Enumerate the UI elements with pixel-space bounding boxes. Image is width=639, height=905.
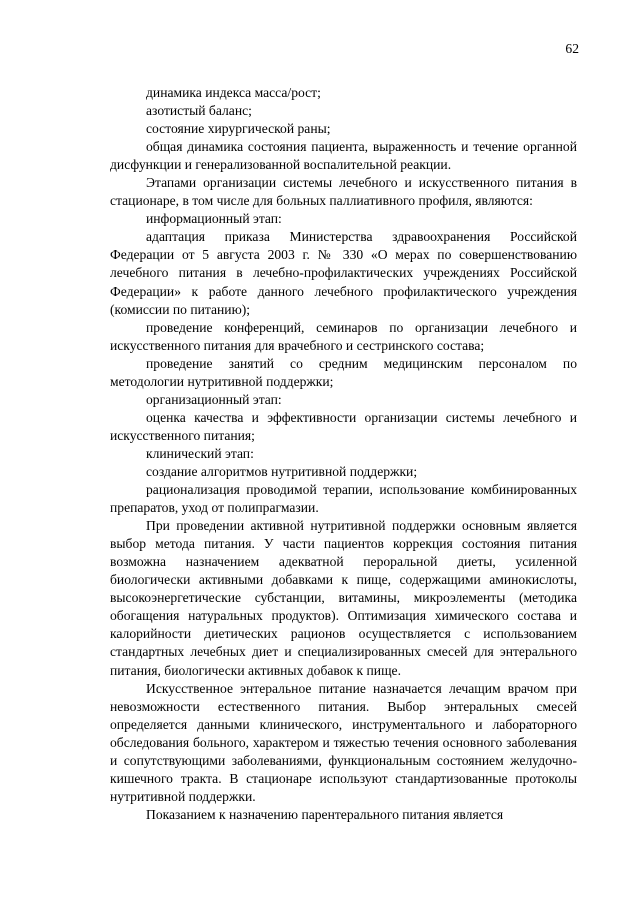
list-item: адаптация приказа Министерства здравоохранения Российской Федерации от 5 августа 2003 г. № 330 «О мерах по совершенствованию лечебного питания в лечебно-профилактических учреждениях Российской Федерации» к работе данного лечебного профилактического учреждения (комиссии по питанию);	[110, 229, 577, 317]
page-number: 62	[565, 41, 579, 56]
list-item: создание алгоритмов нутритивной поддержки;	[146, 463, 418, 479]
paragraph: Этапами организации системы лечебного и искусственного питания в стационаре, в том числе для больных паллиативного профиля, являются:	[110, 175, 577, 209]
list-item: оценка качества и эффективности организации системы лечебного и искусственного питания;	[110, 409, 577, 443]
list-item: состояние хирургической раны;	[146, 121, 331, 137]
document-body	[110, 84, 577, 824]
list-item: азотистый баланс;	[146, 103, 252, 119]
list-item: клинический этап:	[146, 445, 254, 461]
list-item: рационализация проводимой терапии, использование комбинированных препаратов, уход от полипрагмазии.	[110, 482, 577, 516]
paragraph: Показанием к назначению парентерального питания является	[146, 806, 504, 822]
list-item: общая динамика состояния пациента, выраженность и течение органной дисфункции и генерализованной воспалительной реакции.	[110, 139, 577, 173]
list-item: проведение конференций, семинаров по организации лечебного и искусственного питания для врачебного и сестринского состава;	[110, 319, 577, 353]
list-item: организационный этап:	[146, 391, 282, 407]
paragraph: Искусственное энтеральное питание назначается лечащим врачом при невозможности естественного питания. Выбор энтеральных смесей определяется данными клинического, инструментального и лабораторного обследования больного, характером и тяжестью течения основного заболевания и сопутствующими заболеваниями, функциональным состоянием желудочно-кишечного тракта. В стационаре используют стандартизованные протоколы нутритивной поддержки.	[110, 680, 577, 804]
list-item: информационный этап:	[146, 211, 282, 227]
paragraph: При проведении активной нутритивной поддержки основным является выбор метода питания. У части пациентов коррекция состояния питания возможна назначением адекватной пероральной диеты, усиленной биологически активными добавками к пище, содержащими аминокислоты, высокоэнергетические субстанции, витамины, микроэлементы (методика обогащения натуральных продуктов). Оптимизация химического состава и калорийности диетических рационов осуществляется с использованием стандартных лечебных диет и специализированных смесей для энтерального питания, биологически активных добавок к пище.	[110, 518, 577, 678]
list-item: динамика индекса масса/рост;	[146, 85, 321, 100]
list-item: проведение занятий со средним медицинским персоналом по методологии нутритивной поддержки;	[110, 355, 577, 389]
